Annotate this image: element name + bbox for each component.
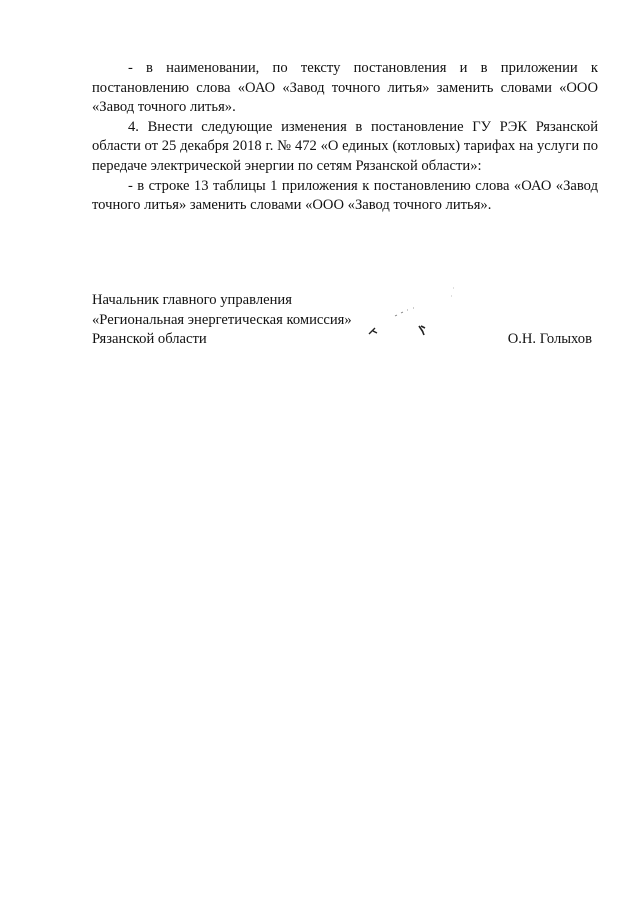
signatory-position-line-1: Начальник главного управления: [92, 292, 292, 308]
signatory-name: О.Н. Голыхов: [507, 331, 592, 347]
signatory-position-line-3: Рязанской области: [92, 331, 207, 348]
paragraph-item-4: 4. Внести следующие изменения в постановление ГУ РЭК Рязанской области от 25 декабря 2018 г. № 472 «О единых (котловых) тарифах на услуги по передаче электрической энергии по сетям Рязанской области»:: [92, 118, 598, 174]
signature-block: [92, 291, 598, 351]
signatory-position-line-2: «Региональная энергетическая комиссия»: [92, 311, 352, 328]
paragraph-rename-item: - в наименовании, по тексту постановления и в приложении к постановлению слова «ОАО «Завод точного литья» заменить словами «ООО «Завод точного литья».: [92, 60, 598, 116]
document-body: [92, 59, 598, 216]
paragraph-row-13-item: - в строке 13 таблицы 1 приложения к постановлению слова «ОАО «Завод точного литья» заменить словами «ООО «Завод точного литья».: [92, 177, 598, 214]
